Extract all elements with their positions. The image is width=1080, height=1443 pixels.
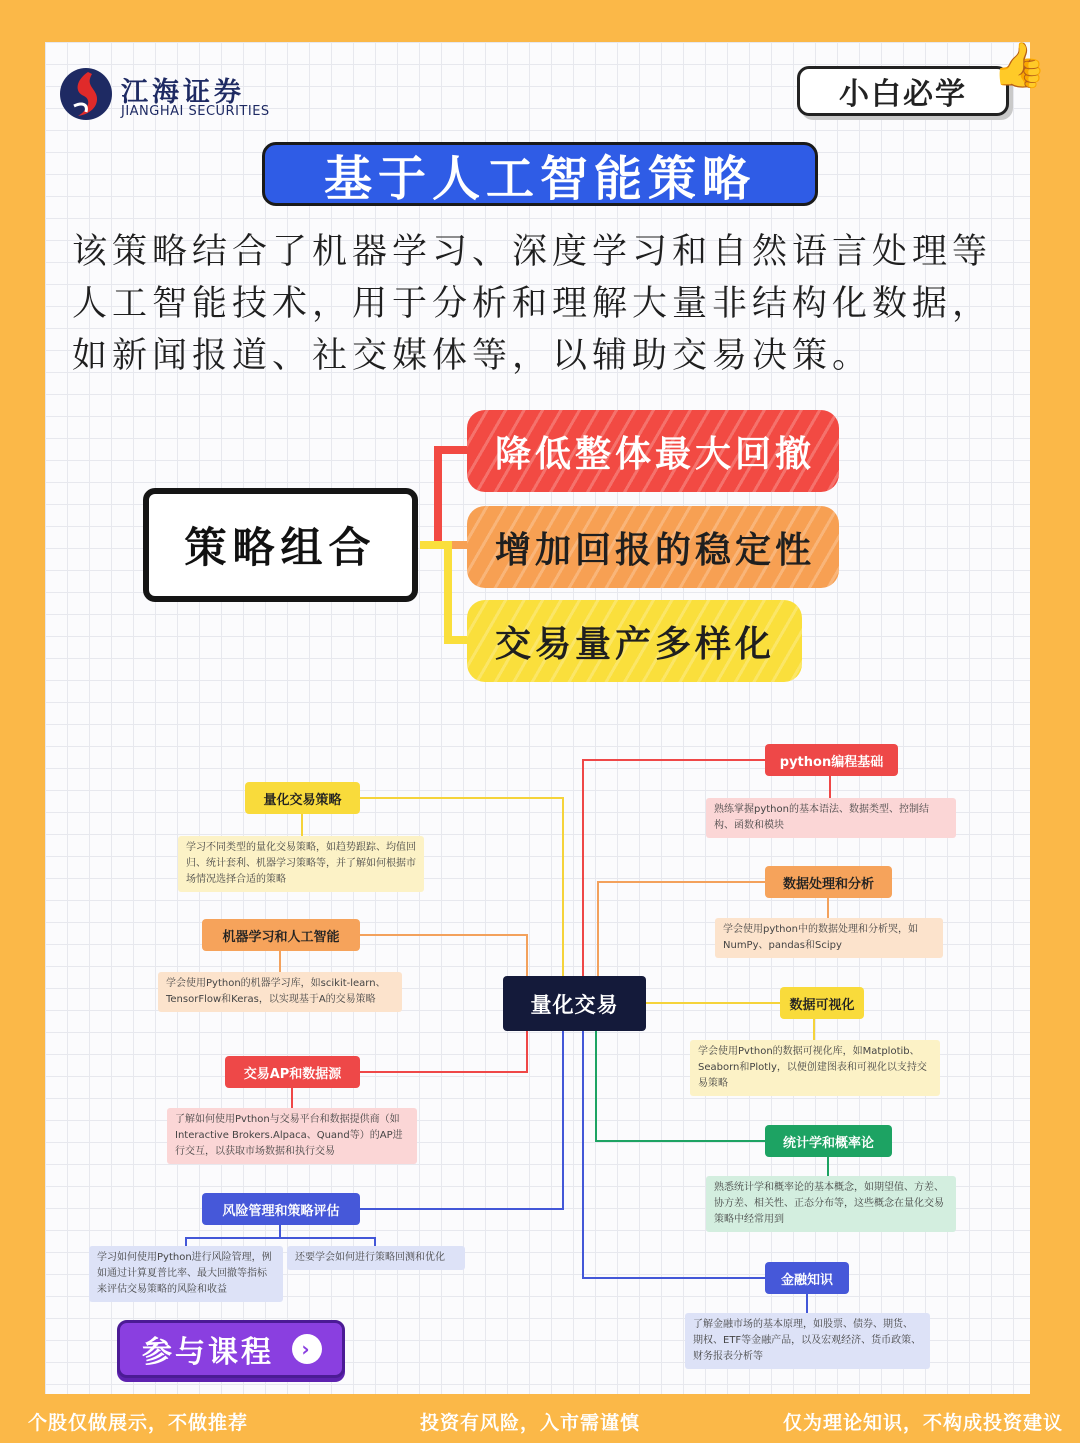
combo-center-box: 策略组合 <box>143 488 418 602</box>
footer-disclaimer-2: 投资有风险，入市需谨慎 <box>420 1412 641 1434</box>
branch-ml-ai-desc: 学会使用Python的机器学习库，如scikit-learn、TensorFlow和Keras，以实现基于A的交易策略 <box>158 972 402 1012</box>
mindmap-center-node: 量化交易 <box>503 976 646 1031</box>
branch-finance: 金融知识 <box>765 1262 849 1294</box>
branch-data-analysis: 数据处理和分析 <box>765 866 892 898</box>
brand-name-cn: 江海证券 <box>121 77 245 108</box>
branch-statistics-desc: 熟悉统计学和概率论的基本概念，如期望值、方差、协方差、相关性、正态分布等，这些概念在量化交易策略中经常用到 <box>706 1176 956 1232</box>
footer-disclaimer-1: 个股仅做展示，不做推荐 <box>28 1412 249 1434</box>
footer-disclaimer-3: 仅为理论知识，不构成投资建议 <box>783 1412 1064 1434</box>
branch-data-analysis-desc: 学会使用python中的数据处理和分析哭，如NumPy、pandas和Scipy <box>715 918 943 958</box>
branch-python-basics: python编程基础 <box>765 744 898 776</box>
branch-data-viz: 数据可视化 <box>780 987 864 1019</box>
page-title: 基于人工智能策略 <box>262 142 818 206</box>
brand-name-en: JIANGHAI SECURITIES <box>121 104 270 119</box>
intro-paragraph: 该策略结合了机器学习、深度学习和自然语言处理等人工智能技术，用于分析和理解大量非结构化数据，如新闻报道、社交媒体等，以辅助交易决策。 <box>72 232 993 376</box>
join-course-button[interactable] <box>117 1320 345 1378</box>
join-course-label: 参与课程 <box>142 1335 274 1370</box>
branch-trading-api: 交易AP和数据源 <box>225 1056 360 1088</box>
branch-risk-mgmt: 风险管理和策略评估 <box>202 1193 360 1225</box>
combo-item-drawdown: 降低整体最大回撤 <box>467 410 839 492</box>
combo-item-diversity: 交易量产多样化 <box>467 600 802 682</box>
beginner-badge: 小白必学 <box>797 66 1009 116</box>
combo-item-stability: 增加回报的稳定性 <box>467 506 839 588</box>
chevron-right-icon: › <box>292 1334 322 1364</box>
branch-statistics: 统计学和概率论 <box>765 1125 892 1157</box>
branch-trading-api-desc: 了解如何使用Pvthon与交易平台和数据提供商（如Interactive Brokers.Alpaca、Quand等）的AP进行交互，以获取市场数据和执行交易 <box>167 1108 417 1164</box>
branch-risk-mgmt-desc2: 还要学会如何进行策略回测和优化 <box>287 1246 465 1270</box>
branch-data-viz-desc: 学会使用Pvthon的数据可视化库，如Matplotib、Seaborn和Plotly，以便创建图表和可视化以支持交易策略 <box>690 1040 940 1096</box>
branch-ml-ai: 机器学习和人工智能 <box>202 919 360 951</box>
branch-python-basics-desc: 熟练掌握python的基本语法、数据类型、控制结构、函数和模块 <box>706 798 956 838</box>
thumbs-up-icon: 👍 <box>992 40 1047 91</box>
branch-quant-strategy-desc: 学习不同类型的量化交易策略，如趋势跟踪、均值回归、统计套利、机器学习策略等，并了解如何根据市场情况选择合适的策略 <box>178 836 424 892</box>
branch-finance-desc: 了解金融市场的基本原理，如股票、债券、期货、期权、ETF等金融产品，以及宏观经济、货币政策、财务报表分析等 <box>685 1313 930 1369</box>
branch-risk-mgmt-desc: 学习如何使用Python进行风险管理，例如通过计算夏普比率、最大回撤等指标来评估交易策略的风险和收益 <box>89 1246 283 1302</box>
branch-quant-strategy: 量化交易策略 <box>245 782 360 814</box>
